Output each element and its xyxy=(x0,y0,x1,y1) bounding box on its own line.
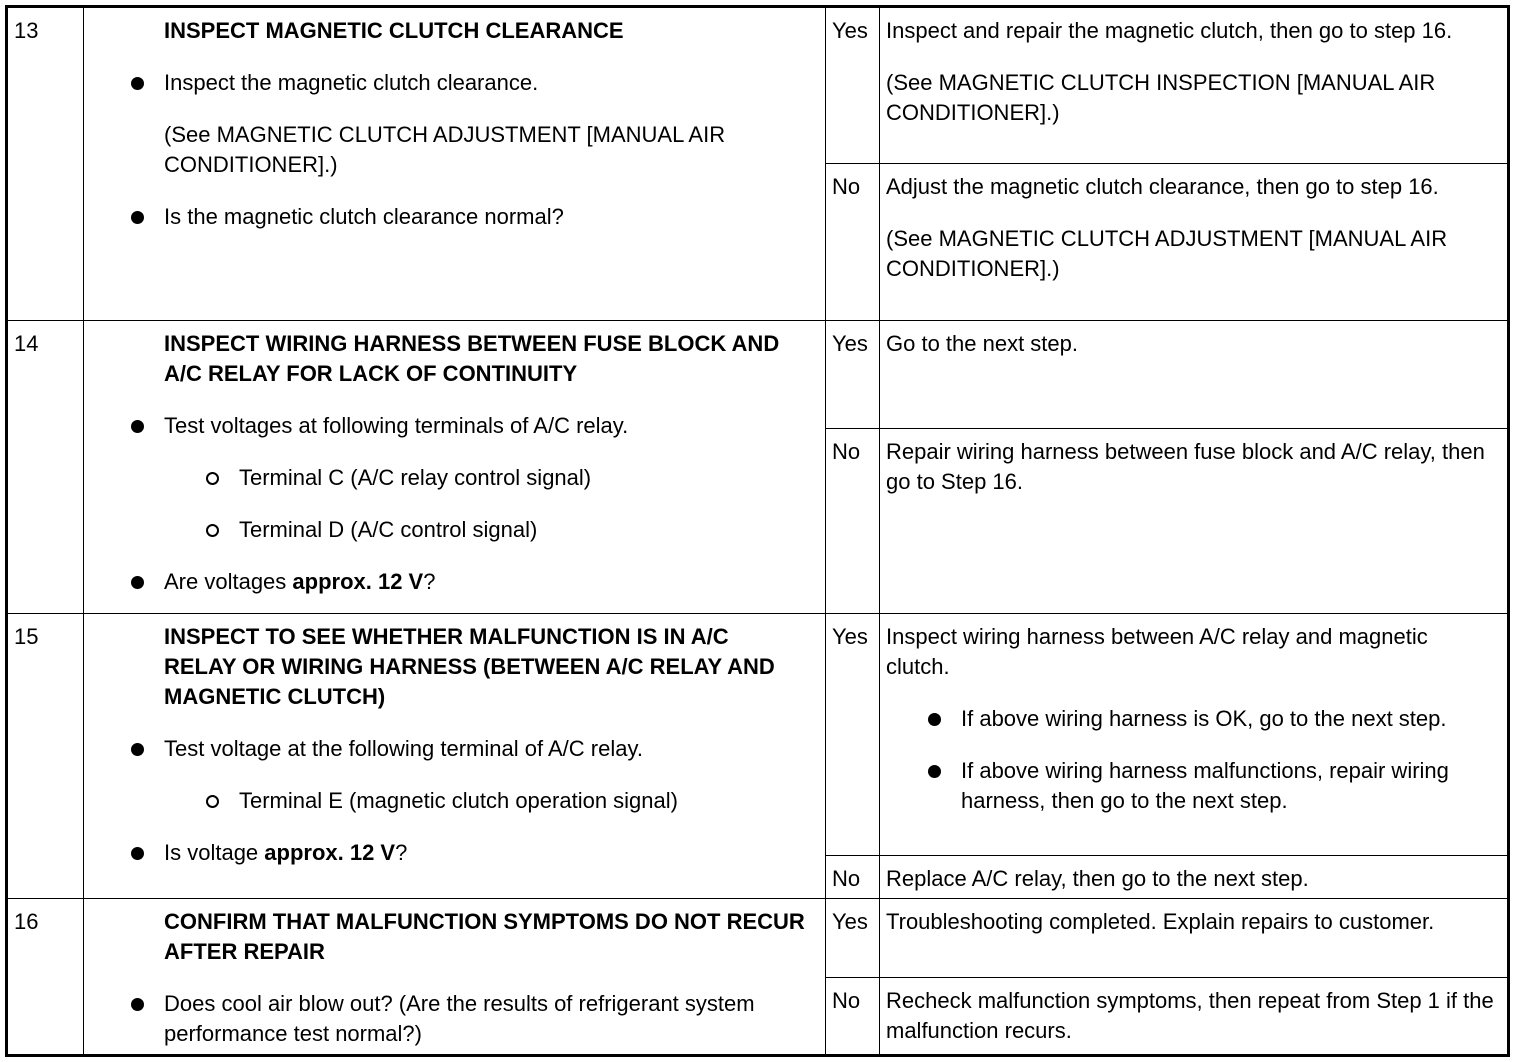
circle-bullet-icon xyxy=(206,524,219,537)
question-item: Are voltages approx. 12 V? xyxy=(164,567,805,597)
step-number: 16 xyxy=(7,899,84,1056)
step-number: 13 xyxy=(7,7,84,321)
bullet-icon xyxy=(928,713,941,726)
step-14-yes-row xyxy=(7,321,1509,429)
reference-note: (See MAGNETIC CLUTCH ADJUSTMENT [MANUAL AIR CONDITIONER].) xyxy=(164,122,726,177)
yes-action: Inspect and repair the magnetic clutch, then go to step 16. (See MAGNETIC CLUTCH INSPECTION [MANUAL AIR CONDITIONER].) xyxy=(880,7,1509,164)
step-title: CONFIRM THAT MALFUNCTION SYMPTOMS DO NOT RECUR AFTER REPAIR xyxy=(164,909,805,964)
bullet-icon xyxy=(131,211,144,224)
question-item: Is the magnetic clutch clearance normal? xyxy=(164,202,805,232)
reference-note: (See MAGNETIC CLUTCH ADJUSTMENT [MANUAL AIR CONDITIONER].) xyxy=(886,226,1448,281)
step-description xyxy=(84,7,826,321)
yes-label: Yes xyxy=(826,321,880,429)
step-15-yes-row xyxy=(7,614,1509,856)
check-item: Test voltage at the following terminal of A/C relay. xyxy=(164,734,805,764)
circle-bullet-icon xyxy=(206,472,219,485)
troubleshooting-table xyxy=(5,5,1510,1057)
action-item: If above wiring harness malfunctions, repair wiring harness, then go to the next step. xyxy=(961,756,1497,816)
no-label: No xyxy=(826,978,880,1056)
no-action: Adjust the magnetic clutch clearance, then go to step 16. (See MAGNETIC CLUTCH ADJUSTMENT [MANUAL AIR CONDITIONER].) xyxy=(880,164,1509,321)
yes-action: Inspect wiring harness between A/C relay and magnetic clutch. If above wiring harness is OK, go to the next step. If above wiring harness malfunctions, repair wiring harness, then go to the next step. xyxy=(880,614,1509,856)
no-action: Replace A/C relay, then go to the next step. xyxy=(880,856,1509,899)
bullet-icon xyxy=(928,765,941,778)
sub-item: Terminal E (magnetic clutch operation signal) xyxy=(239,786,805,816)
no-action: Repair wiring harness between fuse block and A/C relay, then go to Step 16. xyxy=(880,429,1509,614)
no-label: No xyxy=(826,164,880,321)
step-title: INSPECT MAGNETIC CLUTCH CLEARANCE xyxy=(164,18,624,43)
bullet-icon xyxy=(131,998,144,1011)
no-label: No xyxy=(826,429,880,614)
sub-item: Terminal C (A/C relay control signal) xyxy=(239,463,805,493)
bullet-icon xyxy=(131,420,144,433)
question-item: Does cool air blow out? (Are the results of refrigerant system performance test normal?) xyxy=(164,989,805,1049)
yes-action: Troubleshooting completed. Explain repairs to customer. xyxy=(880,899,1509,978)
step-number: 15 xyxy=(7,614,84,899)
step-13-yes-row xyxy=(7,7,1509,164)
yes-label: Yes xyxy=(826,7,880,164)
step-description xyxy=(84,321,826,614)
reference-note: (See MAGNETIC CLUTCH INSPECTION [MANUAL AIR CONDITIONER].) xyxy=(886,70,1436,125)
bullet-icon xyxy=(131,576,144,589)
yes-label: Yes xyxy=(826,614,880,856)
no-action: Recheck malfunction symptoms, then repeat from Step 1 if the malfunction recurs. xyxy=(880,978,1509,1056)
step-title: INSPECT TO SEE WHETHER MALFUNCTION IS IN A/C RELAY OR WIRING HARNESS (BETWEEN A/C RELAY AND MAGNETIC CLUTCH) xyxy=(164,624,775,709)
step-title: INSPECT WIRING HARNESS BETWEEN FUSE BLOCK AND A/C RELAY FOR LACK OF CONTINUITY xyxy=(164,331,780,386)
circle-bullet-icon xyxy=(206,795,219,808)
step-description xyxy=(84,899,826,1056)
bullet-icon xyxy=(131,77,144,90)
no-label: No xyxy=(826,856,880,899)
question-item: Is voltage approx. 12 V? xyxy=(164,838,805,868)
sub-item: Terminal D (A/C control signal) xyxy=(239,515,805,545)
step-number: 14 xyxy=(7,321,84,614)
check-item: Test voltages at following terminals of A/C relay. xyxy=(164,411,805,441)
action-item: If above wiring harness is OK, go to the next step. xyxy=(961,704,1497,734)
yes-action: Go to the next step. xyxy=(880,321,1509,429)
step-16-yes-row xyxy=(7,899,1509,978)
bullet-icon xyxy=(131,847,144,860)
step-description xyxy=(84,614,826,899)
check-item: Inspect the magnetic clutch clearance. xyxy=(164,68,805,98)
bullet-icon xyxy=(131,743,144,756)
yes-label: Yes xyxy=(826,899,880,978)
